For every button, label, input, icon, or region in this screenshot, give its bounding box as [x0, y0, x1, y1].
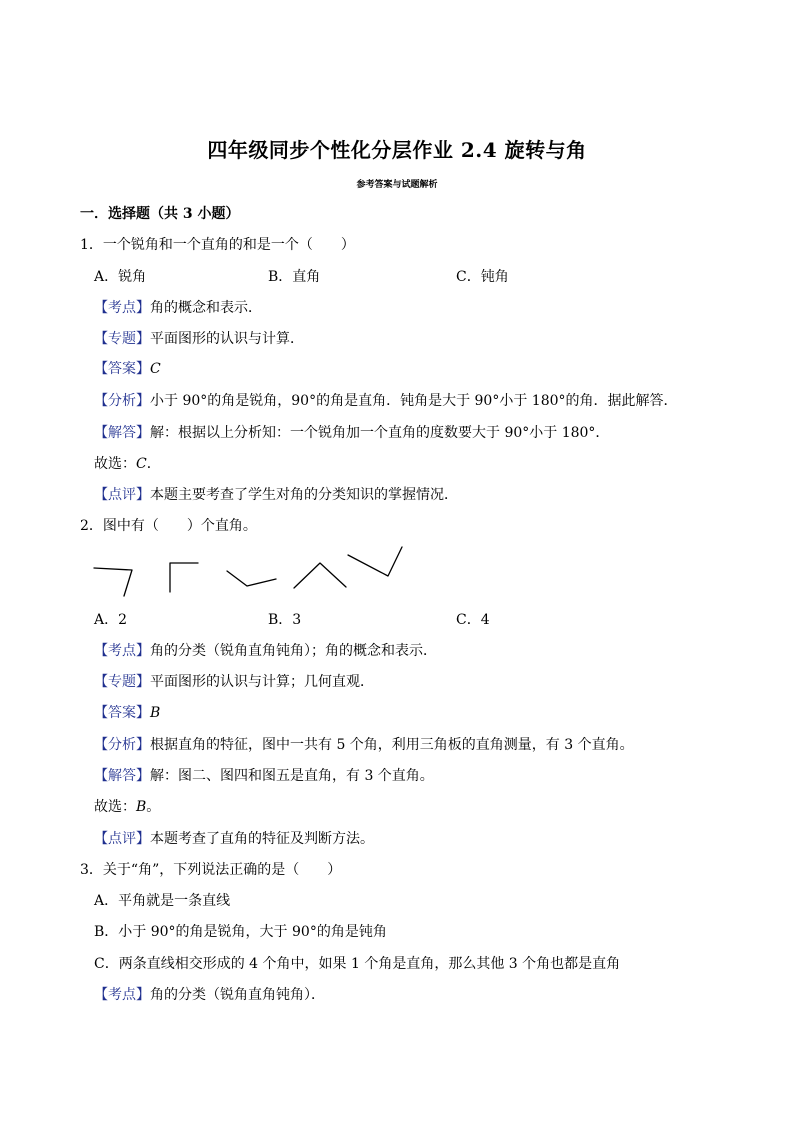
q2-jieda-label: 【解答】 — [94, 768, 150, 784]
q3-stem: 3．关于“角”，下列说法正确的是（ ） — [80, 862, 342, 878]
page-title: 四年级同步个性化分层作业 2.4 旋转与角 — [207, 138, 587, 162]
page-subtitle: 参考答案与试题解析 — [356, 180, 438, 190]
q2-dianping — [94, 830, 374, 848]
q2-jieda-text: 解：图二、图四和图五是直角，有 3 个直角。 — [150, 768, 434, 784]
q1-kaodian — [94, 299, 262, 317]
q1-daan-label: 【答案】 — [94, 361, 150, 377]
q3-kaodian-label: 【考点】 — [94, 987, 150, 1003]
q1-jieda-text: 解：根据以上分析知：一个锐角加一个直角的度数要大于 90°小于 180°． — [150, 425, 610, 441]
q2-daan-text: B — [150, 705, 161, 721]
q2-fenxi-text: 根据直角的特征，图中一共有 5 个角，利用三角板的直角测量，有 3 个直角。 — [150, 737, 634, 753]
q2-guxuan-answer: B — [136, 799, 147, 815]
q2-guxuan-prefix: 故选： — [94, 799, 136, 815]
q3-option-c: C．两条直线相交形成的 4 个角中，如果 1 个角是直角，那么其他 3 个角也都是直角 — [94, 956, 621, 972]
q2-stem: 2．图中有（ ）个直角。 — [80, 518, 257, 534]
section-heading: 一．选择题（共 3 小题） — [80, 206, 240, 222]
q3-option-a: A．平角就是一条直线 — [94, 893, 231, 909]
q1-option-b: B．直角 — [268, 269, 321, 285]
q1-zhuanti — [94, 330, 304, 348]
q1-guxuan-suffix: ． — [146, 456, 161, 472]
q1-kaodian-label: 【考点】 — [94, 300, 150, 316]
angle-figure-3 — [227, 571, 276, 586]
q3-kaodian — [94, 986, 325, 1004]
q1-dianping-label: 【点评】 — [94, 487, 150, 503]
q2-daan-label: 【答案】 — [94, 705, 150, 721]
q2-kaodian-label: 【考点】 — [94, 643, 150, 659]
q1-dianping — [94, 486, 458, 504]
q1-guxuan-answer: C — [136, 456, 147, 472]
q1-kaodian-text: 角的概念和表示． — [150, 300, 262, 316]
q1-fenxi — [94, 392, 678, 410]
q2-option-b: B．3 — [268, 612, 302, 628]
q1-option-c: C．钝角 — [456, 269, 509, 285]
q1-jieda-label: 【解答】 — [94, 425, 150, 441]
q1-guxuan-prefix: 故选： — [94, 456, 136, 472]
q2-guxuan — [94, 798, 160, 816]
q2-zhuanti-label: 【专题】 — [94, 674, 150, 690]
q1-jieda — [94, 424, 609, 442]
q1-zhuanti-label: 【专题】 — [94, 331, 150, 347]
q2-jieda — [94, 767, 434, 785]
q1-dianping-text: 本题主要考查了学生对角的分类知识的掌握情况． — [150, 487, 458, 503]
q1-option-a: A．锐角 — [94, 269, 147, 285]
q2-zhuanti-text: 平面图形的认识与计算；几何直观． — [150, 674, 374, 690]
angle-figure-5 — [348, 547, 402, 576]
q2-kaodian-text: 角的分类（锐角直角钝角）；角的概念和表示． — [150, 643, 437, 659]
q1-guxuan — [94, 455, 161, 473]
q2-zhuanti — [94, 673, 374, 691]
angle-figure-1 — [94, 568, 132, 596]
q1-stem: 1．一个锐角和一个直角的和是一个（ ） — [80, 237, 355, 253]
q2-option-c: C．4 — [456, 612, 490, 628]
angle-figure-4 — [294, 563, 346, 588]
q2-daan — [94, 704, 160, 722]
q1-fenxi-label: 【分析】 — [94, 393, 150, 409]
q2-option-a: A．2 — [94, 612, 128, 628]
q1-fenxi-text: 小于 90°的角是锐角，90°的角是直角．钝角是大于 90°小于 180°的角．据此解答． — [150, 393, 678, 409]
q2-guxuan-suffix: 。 — [146, 799, 161, 815]
q1-daan — [94, 360, 161, 378]
q1-zhuanti-text: 平面图形的认识与计算． — [150, 331, 304, 347]
angle-figures — [88, 540, 418, 600]
q2-dianping-text: 本题考查了直角的特征及判断方法。 — [150, 831, 374, 847]
q3-kaodian-text: 角的分类（锐角直角钝角）． — [150, 987, 325, 1003]
q2-fenxi-label: 【分析】 — [94, 737, 150, 753]
q2-kaodian — [94, 642, 437, 660]
q2-dianping-label: 【点评】 — [94, 831, 150, 847]
q1-daan-text: C — [150, 361, 161, 377]
q2-fenxi — [94, 736, 634, 754]
q3-option-b: B．小于 90°的角是锐角，大于 90°的角是钝角 — [94, 924, 387, 940]
angle-figure-2 — [170, 563, 198, 592]
